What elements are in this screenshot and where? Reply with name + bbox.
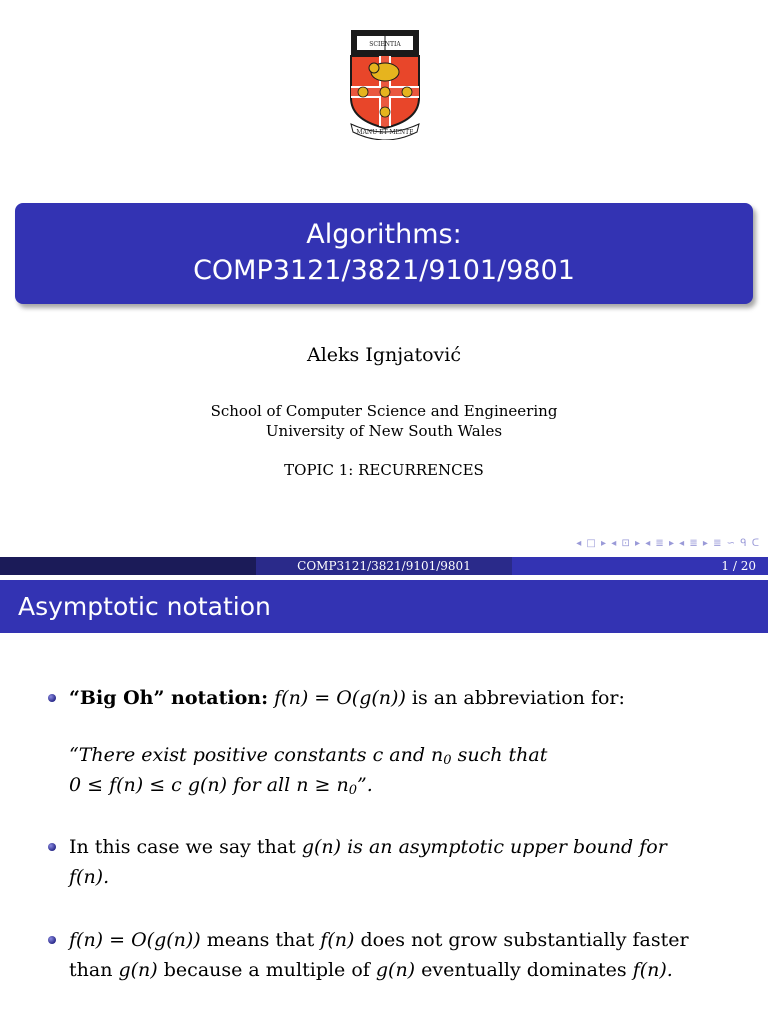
quote-text: for all: [233, 774, 291, 796]
bullet-icon: [48, 694, 56, 702]
list-item-meaning: [69, 925, 759, 985]
subscript: 0: [443, 753, 452, 768]
quote-math: n: [431, 744, 444, 766]
quote-math: 0 ≤ f(n) ≤ c g(n): [69, 774, 228, 796]
quote-math: n ≥ n: [296, 774, 349, 796]
item-emphasis: is an asymptotic upper bound for: [347, 836, 667, 858]
title-line-2: COMP3121/3821/9101/9801: [193, 255, 575, 286]
item-text: means that: [206, 929, 315, 951]
subscript: 0: [348, 783, 358, 798]
math-expression: g(n): [118, 959, 158, 981]
topic-label: TOPIC 1: RECURRENCES: [284, 461, 484, 479]
beamer-navigation-icons[interactable]: ◂ □ ▸ ◂ ⊡ ▸ ◂ ≣ ▸ ◂ ≣ ▸ ≣ ∽ ᑫ ᑕ: [576, 538, 760, 549]
math-expression: f(n): [320, 929, 355, 951]
big-oh-heading: “Big Oh” notation:: [69, 687, 269, 709]
footer-bar: [0, 557, 768, 575]
item-text: eventually dominates: [421, 959, 627, 981]
slide-title: Asymptotic notation: [0, 580, 768, 633]
item-text: than: [69, 959, 113, 981]
list-item-upper-bound: [69, 832, 759, 892]
bullet-icon: [48, 936, 56, 944]
crest-book-text: SCIENTIA: [369, 41, 401, 48]
item-text: is an abbreviation for:: [411, 687, 625, 709]
author-name: Aleks Ignjatović: [307, 344, 461, 366]
university-name: University of New South Wales: [265, 422, 503, 440]
item-text: does not grow substantially faster: [360, 929, 689, 951]
bullet-icon: [48, 843, 56, 851]
definition-quote: [69, 740, 759, 800]
institution: [0, 401, 768, 441]
quote-text: “There exist positive constants: [69, 744, 367, 766]
math-expression: f(n) = O(g(n)): [274, 687, 406, 709]
title-line-1: Algorithms:: [306, 219, 462, 250]
math-expression: g(n): [301, 836, 342, 858]
math-expression: f(n).: [69, 866, 110, 888]
math-expression: f(n) = O(g(n)): [69, 929, 201, 951]
footer-page-number: 1 / 20: [721, 559, 756, 573]
quote-math: c: [372, 744, 384, 766]
quote-text: such that: [457, 744, 548, 766]
unsw-crest-icon: [349, 28, 421, 140]
math-expression: g(n): [375, 959, 416, 981]
quote-text: ”.: [357, 774, 373, 796]
school-name: School of Computer Science and Engineering: [210, 402, 558, 420]
footer-course-code: COMP3121/3821/9101/9801: [297, 559, 471, 573]
quote-text: and: [389, 744, 425, 766]
item-text: In this case we say that: [69, 836, 296, 858]
item-text: because a multiple of: [163, 959, 370, 981]
crest-motto: MANU ET MENTE: [356, 129, 414, 136]
math-expression: f(n).: [632, 959, 673, 981]
footer-segment-left: [0, 557, 256, 575]
title-box: [15, 203, 753, 304]
list-item-big-oh: [69, 683, 759, 713]
